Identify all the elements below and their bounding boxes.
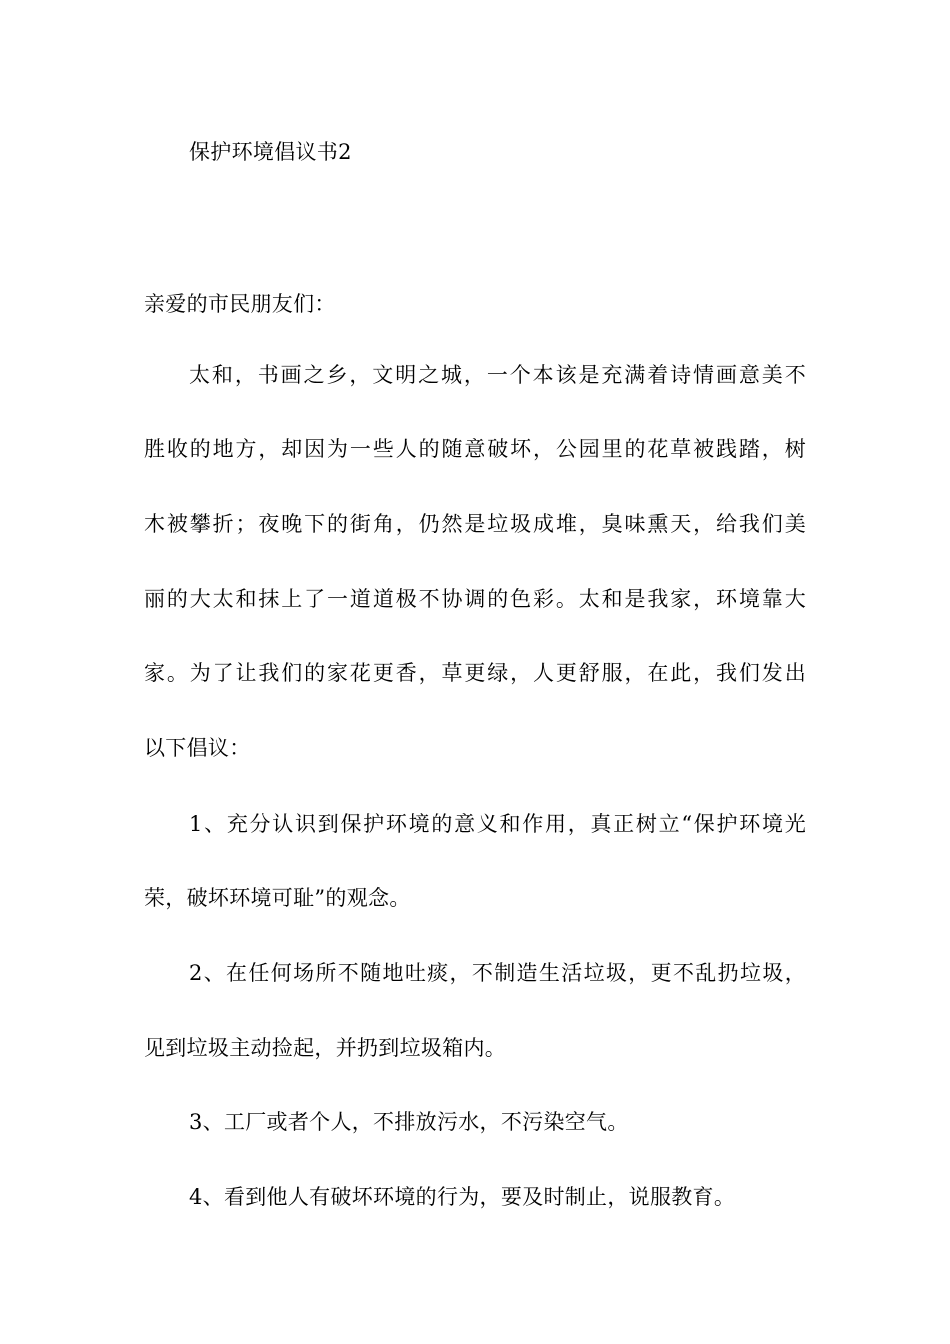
document-title: 保护环境倡议书2 xyxy=(189,140,352,164)
item-3: 3、工厂或者个人，不排放污水，不污染空气。 xyxy=(189,1110,629,1134)
body-line-4: 丽的大太和抹上了一道道极不协调的色彩。太和是我家，环境靠大 xyxy=(144,587,806,611)
item-1-line-2: 荣，破坏环境可耻”的观念。 xyxy=(144,886,411,910)
item-2-line-1: 2、在任何场所不随地吐痰，不制造生活垃圾，更不乱扔垃圾， xyxy=(189,961,806,985)
body-line-6: 以下倡议： xyxy=(144,736,251,760)
item-1-line-1: 1、充分认识到保护环境的意义和作用，真正树立“保护环境光 xyxy=(189,812,806,836)
body-line-5: 家。为了让我们的家花更香，草更绿，人更舒服，在此，我们发出 xyxy=(144,661,806,685)
body-line-2: 胜收的地方，却因为一些人的随意破坏，公园里的花草被践踏，树 xyxy=(144,437,806,461)
body-line-3: 木被攀折；夜晚下的街角，仍然是垃圾成堆，臭味熏天，给我们美 xyxy=(144,512,806,536)
salutation: 亲爱的市民朋友们： xyxy=(144,292,336,316)
item-2-line-2: 见到垃圾主动捡起，并扔到垃圾箱内。 xyxy=(144,1036,507,1060)
item-4: 4、看到他人有破坏环境的行为，要及时制止，说服教育。 xyxy=(189,1185,736,1209)
body-line-1: 太和，书画之乡，文明之城，一个本该是充满着诗情画意美不 xyxy=(189,363,806,387)
